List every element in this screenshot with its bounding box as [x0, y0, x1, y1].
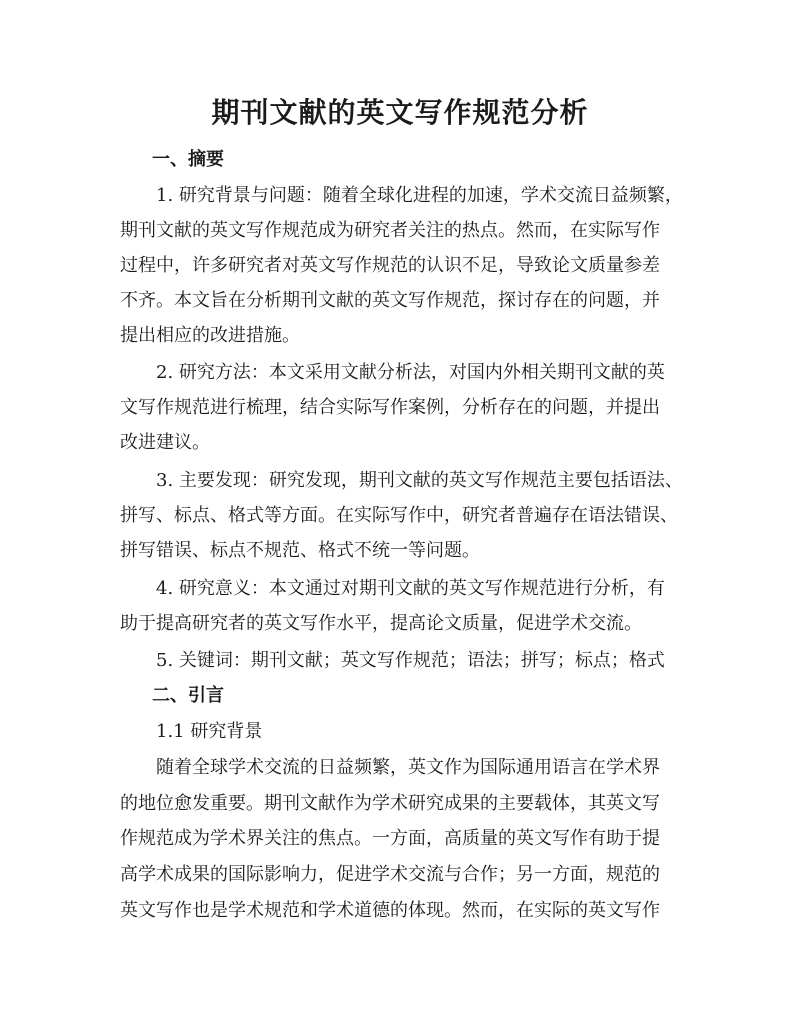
- paragraph-line: 拼写、标点、格式等方面。在实际写作中，研究者普遍存在语法错误、: [120, 505, 678, 526]
- paragraph-line: 2. 研究方法：本文采用文献分析法，对国内外相关期刊文献的英: [156, 362, 665, 383]
- paragraph-line: 改进建议。: [120, 432, 210, 453]
- subsection-heading: 1.1 研究背景: [156, 721, 263, 742]
- paragraph-line: 过程中，许多研究者对英文写作规范的认识不足，导致论文质量参差: [120, 255, 660, 276]
- paragraph-line: 英文写作也是学术规范和学术道德的体现。然而，在实际的英文写作: [120, 900, 660, 921]
- paragraph-line: 期刊文献的英文写作规范成为研究者关注的热点。然而，在实际写作: [120, 220, 660, 241]
- paragraph-line: 的地位愈发重要。期刊文献作为学术研究成果的主要载体，其英文写: [120, 793, 660, 814]
- paragraph-line: 助于提高研究者的英文写作水平，提高论文质量，促进学术交流。: [120, 613, 642, 634]
- paragraph-line: 随着全球学术交流的日益频繁，英文作为国际通用语言在学术界: [156, 757, 660, 778]
- paragraph-line: 1. 研究背景与问题：随着全球化进程的加速，学术交流日益频繁，: [156, 185, 683, 206]
- keywords-line: 5. 关键词：期刊文献；英文写作规范；语法；拼写；标点；格式: [156, 650, 665, 671]
- paragraph-line: 不齐。本文旨在分析期刊文献的英文写作规范，探讨存在的问题，并: [120, 290, 660, 311]
- section-heading-abstract: 一、摘要: [152, 149, 224, 170]
- paragraph-line: 拼写错误、标点不规范、格式不统一等问题。: [120, 540, 480, 561]
- document-title: 期刊文献的英文写作规范分析: [211, 96, 589, 129]
- paragraph-line: 高学术成果的国际影响力，促进学术交流与合作；另一方面，规范的: [120, 864, 660, 885]
- paragraph-line: 作规范成为学术界关注的焦点。一方面，高质量的英文写作有助于提: [120, 828, 660, 849]
- paragraph-line: 文写作规范进行梳理，结合实际写作案例，分析存在的问题，并提出: [120, 397, 660, 418]
- section-heading-introduction: 二、引言: [152, 685, 224, 706]
- paragraph-line: 提出相应的改进措施。: [120, 325, 300, 346]
- paragraph-line: 4. 研究意义：本文通过对期刊文献的英文写作规范进行分析，有: [156, 578, 665, 599]
- paragraph-line: 3. 主要发现：研究发现，期刊文献的英文写作规范主要包括语法、: [156, 470, 683, 491]
